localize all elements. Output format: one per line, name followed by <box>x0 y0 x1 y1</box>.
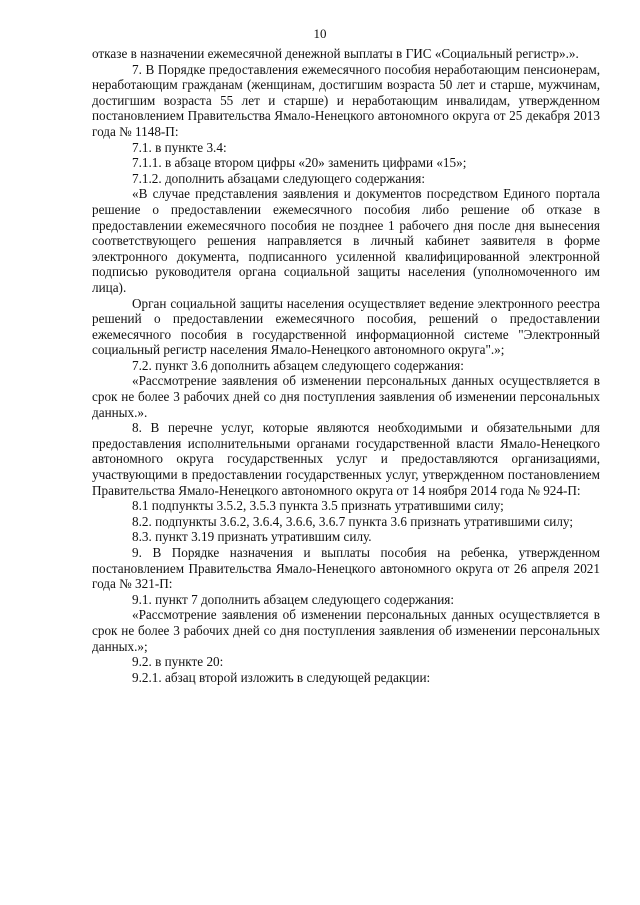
paragraph: отказе в назначении ежемесячной денежной выплаты в ГИС «Социальный регистр».». <box>92 46 579 61</box>
paragraph: 7.2. пункт 3.6 дополнить абзацем следующего содержания: <box>132 357 464 373</box>
paragraph: 9.2. в пункте 20: <box>132 654 224 670</box>
paragraph: 8. В перечне услуг, которые являются необходимыми и обязательными для предоставления исполнительными органами государственной власти Ямало-Ненецкого автономного округа государственных услуг и предоставляются организациями, участвующими в предоставлении государственных услуг, утвержденном постановлением Правительства Ямало-Ненецкого автономного округа от 14 ноября 2014 года № 924-П: <box>92 420 600 498</box>
paragraph: 9.2.1. абзац второй изложить в следующей редакции: <box>132 669 431 685</box>
paragraph: 8.3. пункт 3.19 признать утратившим силу. <box>132 529 372 545</box>
paragraph: «Рассмотрение заявления об изменении персональных данных осуществляется в срок не более 3 рабочих дней со дня поступления заявления об изменении персональных данных.»; <box>92 607 600 654</box>
paragraph: «В случае представления заявления и документов посредством Единого портала решение о предоставлении ежемесячного пособия либо решение об отказе в предоставлении ежемесячного пособия не позднее 1 рабочего дня после дня вынесения соответствующего решения направляется в личный кабинет заявителя в форме электронного документа, подписанного усиленной квалифицированной электронной подписью руководителя органа социальной защиты населения (уполномоченного им лица). <box>92 186 600 295</box>
paragraph: 8.1 подпункты 3.5.2, 3.5.3 пункта 3.5 признать утратившими силу; <box>132 498 504 514</box>
paragraph: Орган социальной защиты населения осуществляет ведение электронного реестра решений о предоставлении ежемесячного пособия, решений о предоставлении ежемесячного пособия в государственной информационной системе "Электронный социальный регистр населения Ямало-Ненецкого автономного округа".»; <box>92 295 600 358</box>
paragraph: 7. В Порядке предоставления ежемесячного пособия неработающим пенсионерам, неработающим гражданам (женщинам, достигшим возраста 50 лет и старше, мужчинам, достигшим возраста 55 лет и старше) и неработающим инвалидам, утвержденном постановлением Правительства Ямало-Ненецкого автономного округа от 25 декабря 2013 года № 1148-П: <box>92 61 600 139</box>
paragraph: 7.1.2. дополнить абзацами следующего содержания: <box>132 170 426 186</box>
paragraph: 9. В Порядке назначения и выплаты пособия на ребенка, утвержденном постановлением Правительства Ямало-Ненецкого автономного округа от 26 апреля 2021 года № 321-П: <box>92 545 600 592</box>
paragraph: 8.2. подпункты 3.6.2, 3.6.4, 3.6.6, 3.6.7 пункта 3.6 признать утратившими силу; <box>132 513 574 529</box>
paragraph: 7.1.1. в абзаце втором цифры «20» заменить цифрами «15»; <box>132 155 467 171</box>
paragraph: 7.1. в пункте 3.4: <box>132 139 227 155</box>
paragraph: «Рассмотрение заявления об изменении персональных данных осуществляется в срок не более 3 рабочих дней со дня поступления заявления об изменении персональных данных.». <box>92 373 600 420</box>
page-number: 10 <box>313 26 327 41</box>
paragraph: 9.1. пункт 7 дополнить абзацем следующего содержания: <box>132 591 454 607</box>
document-body <box>92 46 600 685</box>
